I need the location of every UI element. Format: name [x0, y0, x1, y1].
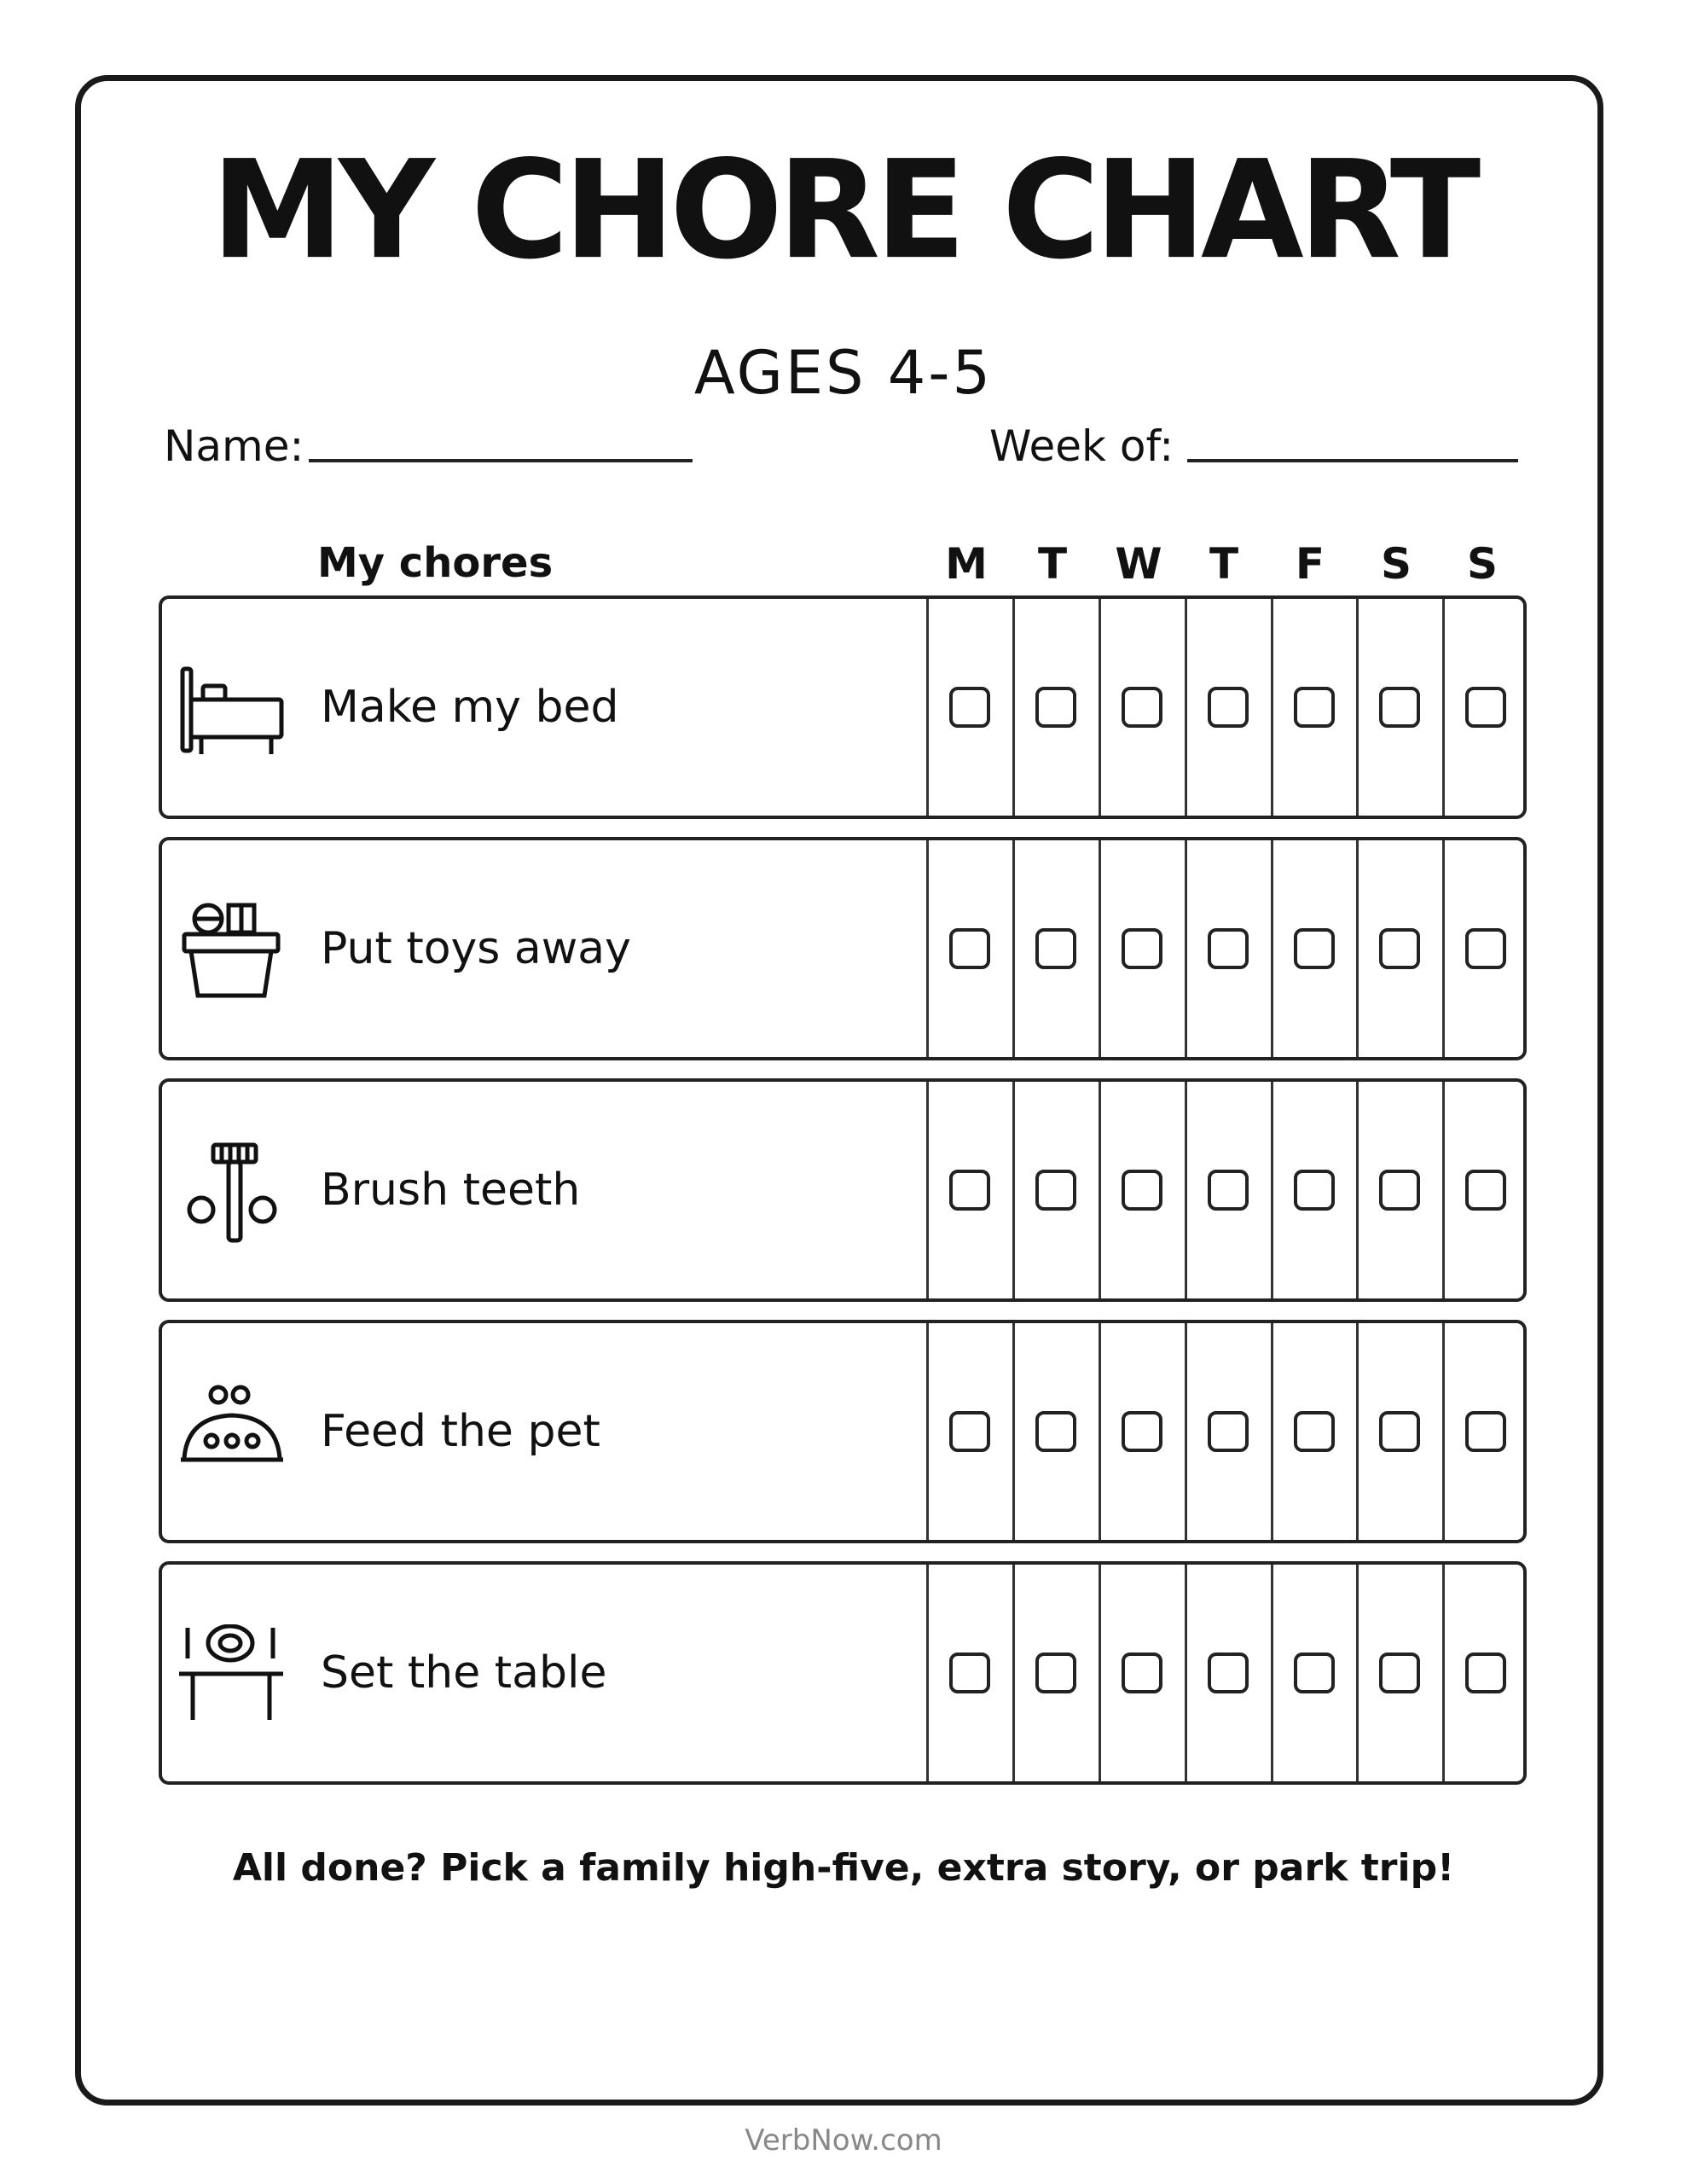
day-header-thu: T	[1209, 539, 1239, 589]
day-cell	[1185, 1082, 1270, 1298]
checkbox[interactable]	[1208, 687, 1249, 728]
day-cell	[1012, 840, 1098, 1057]
day-header-fri: F	[1295, 539, 1325, 589]
checkbox[interactable]	[949, 1411, 990, 1452]
day-cell	[926, 1565, 1012, 1781]
pet-bowl-icon	[176, 1383, 287, 1485]
checkbox[interactable]	[1294, 1653, 1335, 1693]
day-cell	[1185, 1323, 1270, 1540]
name-label: Name:	[164, 421, 304, 471]
chore-label: Put toys away	[321, 923, 631, 974]
chore-row	[159, 1320, 1527, 1543]
checkbox[interactable]	[1379, 687, 1420, 728]
checkbox[interactable]	[1294, 1411, 1335, 1452]
checkbox[interactable]	[1379, 1411, 1420, 1452]
checkbox[interactable]	[1208, 1653, 1249, 1693]
checkbox[interactable]	[1122, 1170, 1162, 1211]
checkbox[interactable]	[1465, 928, 1506, 969]
checkbox[interactable]	[1294, 687, 1335, 728]
checkbox[interactable]	[1465, 687, 1506, 728]
checkbox[interactable]	[949, 687, 990, 728]
chore-row	[159, 595, 1527, 819]
toy-bin-icon	[176, 900, 287, 1002]
checkbox[interactable]	[1035, 1170, 1076, 1211]
day-cell	[1185, 1565, 1270, 1781]
checkbox[interactable]	[1465, 1411, 1506, 1452]
day-header-tue: T	[1037, 539, 1068, 589]
day-cell	[1271, 1323, 1356, 1540]
checkbox[interactable]	[1208, 928, 1249, 969]
day-cell	[1442, 1323, 1528, 1540]
table-setting-icon	[176, 1624, 287, 1727]
day-cell	[926, 1082, 1012, 1298]
checkbox[interactable]	[1035, 687, 1076, 728]
day-header-sun: S	[1466, 539, 1498, 589]
footer-credit: VerbNow.com	[745, 2123, 942, 2158]
day-cell	[1271, 1565, 1356, 1781]
day-cell	[1185, 599, 1270, 816]
day-cell	[1356, 1323, 1441, 1540]
checkbox[interactable]	[1208, 1411, 1249, 1452]
chore-label: Make my bed	[321, 682, 619, 733]
chore-row	[159, 1078, 1527, 1302]
day-cell	[1185, 840, 1270, 1057]
day-cell	[926, 840, 1012, 1057]
day-cell	[1442, 840, 1528, 1057]
checkbox[interactable]	[1465, 1170, 1506, 1211]
day-cell	[1099, 1565, 1184, 1781]
day-cell	[1012, 1082, 1098, 1298]
day-cell	[1442, 1565, 1528, 1781]
day-cell	[1012, 599, 1098, 816]
chore-row	[159, 1561, 1527, 1785]
checkbox[interactable]	[949, 1170, 990, 1211]
checkbox[interactable]	[1465, 1653, 1506, 1693]
day-cell	[1099, 840, 1184, 1057]
day-cell	[1012, 1323, 1098, 1540]
chore-label: Set the table	[321, 1647, 607, 1699]
checkbox[interactable]	[1208, 1170, 1249, 1211]
reward-text: All done? Pick a family high-five, extra story, or park trip!	[232, 1846, 1455, 1890]
day-cell	[1271, 1082, 1356, 1298]
day-cell	[1356, 840, 1441, 1057]
day-cell	[1271, 599, 1356, 816]
chore-label: Feed the pet	[321, 1406, 600, 1457]
toothbrush-icon	[176, 1141, 287, 1244]
chore-label: Brush teeth	[321, 1165, 581, 1216]
day-cell	[1356, 1082, 1441, 1298]
bed-icon	[176, 659, 287, 761]
day-cell	[1099, 1323, 1184, 1540]
day-cell	[1099, 599, 1184, 816]
checkbox[interactable]	[1294, 928, 1335, 969]
page-title: MY CHORE CHART	[211, 131, 1476, 289]
day-cell	[1356, 599, 1441, 816]
checkbox[interactable]	[1379, 928, 1420, 969]
day-cell	[1356, 1565, 1441, 1781]
day-cell	[926, 1323, 1012, 1540]
checkbox[interactable]	[1122, 1411, 1162, 1452]
day-cell	[1099, 1082, 1184, 1298]
chores-heading: My chores	[317, 539, 554, 587]
checkbox[interactable]	[1294, 1170, 1335, 1211]
week-label: Week of:	[989, 421, 1174, 471]
day-cell	[1012, 1565, 1098, 1781]
name-line[interactable]	[309, 459, 693, 462]
chore-row	[159, 837, 1527, 1060]
checkbox[interactable]	[1035, 928, 1076, 969]
day-header-sat: S	[1380, 539, 1412, 589]
day-cell	[926, 599, 1012, 816]
week-line[interactable]	[1187, 459, 1518, 462]
day-cell	[1442, 599, 1528, 816]
day-cell	[1442, 1082, 1528, 1298]
checkbox[interactable]	[1122, 928, 1162, 969]
checkbox[interactable]	[949, 1653, 990, 1693]
checkbox[interactable]	[1122, 687, 1162, 728]
day-cell	[1271, 840, 1356, 1057]
checkbox[interactable]	[1035, 1411, 1076, 1452]
checkbox[interactable]	[1379, 1653, 1420, 1693]
day-header-wed: W	[1115, 539, 1162, 589]
age-subtitle: AGES 4-5	[693, 338, 994, 408]
checkbox[interactable]	[1122, 1653, 1162, 1693]
day-header-mon: M	[945, 539, 988, 589]
checkbox[interactable]	[1035, 1653, 1076, 1693]
checkbox[interactable]	[1379, 1170, 1420, 1211]
checkbox[interactable]	[949, 928, 990, 969]
